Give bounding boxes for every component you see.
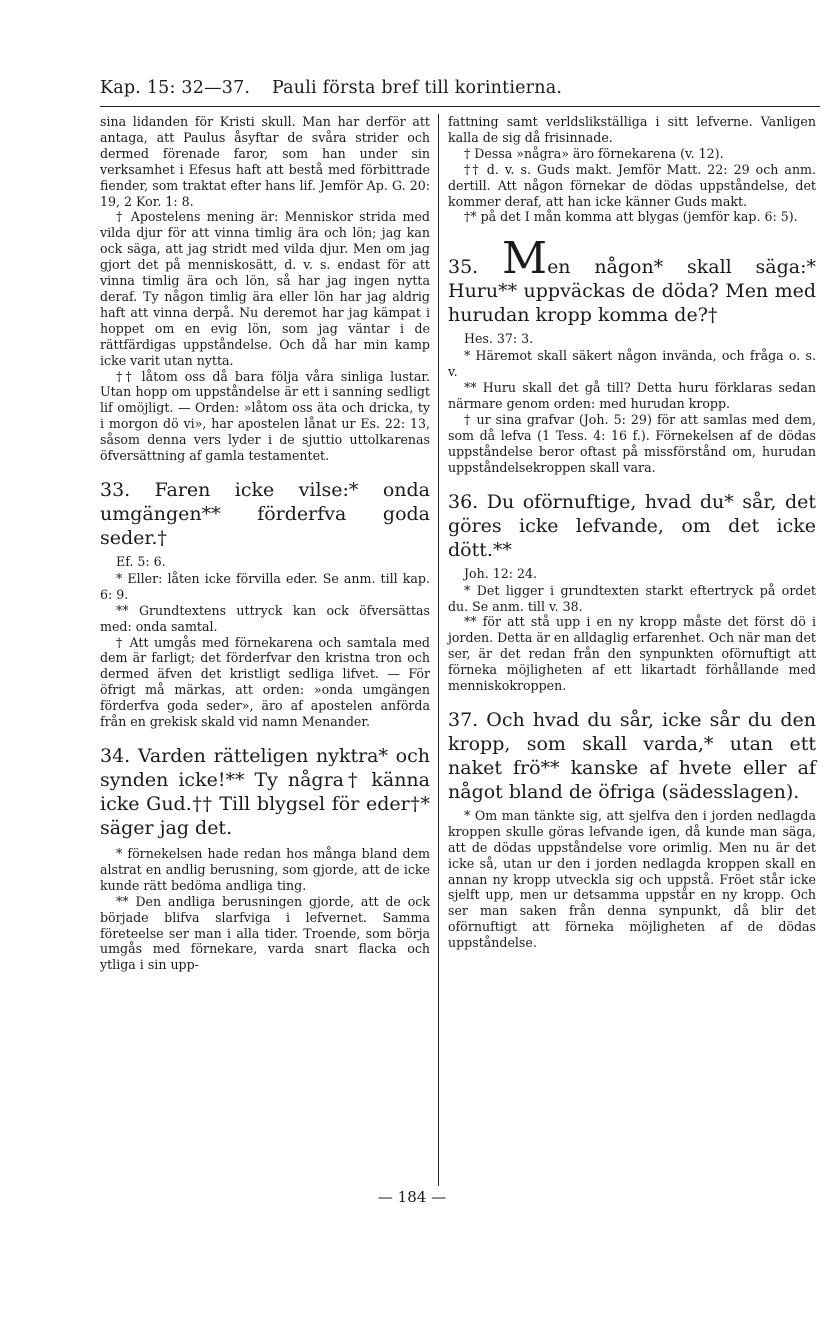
note-paragraph: †† låtom oss då bara följa våra sinliga lustar. Utan hopp om uppståndelse är ett i sanning sedligt lif omöjligt. — Orden: »låtom oss äta och dricka, ty i morgon dö vi», har apostelen lånat ur Es. 22: 13, såsom denna vers lyder i de sjuttio uttolkarenas öfversättning af gamla testamentet. [100,368,430,464]
note-paragraph: ** Grundtextens uttryck kan ock öfversättas med: onda samtal. [100,602,430,634]
note-paragraph: fattning samt verldslikställiga i sitt lefverne. Vanligen kalla de sig då frisinnade. [448,114,816,145]
note-paragraph: † ur sina grafvar (Joh. 5: 29) för att samlas med dem, som då lefva (1 Tess. 4: 16 f.). Förnekelsen af de dödas uppståndelse beror oftast på missförstånd om, hurudan uppståndelsekroppen skall vara. [448,411,816,475]
note-paragraph: * Eller: låten icke förvilla eder. Se anm. till kap. 6: 9. [100,570,430,602]
verse-text: en någon* skall säga:* Huru** uppväckas de döda? Men med hurudan kropp komma de?† [448,256,816,327]
verse-35 [448,233,816,327]
verse-number: 35. [448,256,479,279]
note-paragraph: ** Den andliga berusningen gjorde, att de ock började blifva slarfviga i lefvernet. Samma företeelse ser man i alla tider. Troende, som börja umgås med förnekare, varda snart flacka och ytliga i sin upp- [100,893,430,973]
verse-33: 33. Faren icke vilse:* onda umgängen** förderfva goda seder.† [100,478,430,549]
verse-37: 37. Och hvad du sår, icke sår du den kropp, som skall varda,* utan ett naket frö** kanske af hvete eller af något bland de öfriga (sädesslagen). [448,708,816,803]
right-column [448,114,816,951]
note-paragraph: * förnekelsen hade redan hos många bland dem alstrat en andlig berusning, som gjorde, att de icke kunde rätt bedöma andliga ting. [100,846,430,893]
verse-36: 36. Du oförnuftige, hvad du* sår, det göres icke lefvande, om det icke dött.** [448,490,816,561]
note-paragraph: * Det ligger i grundtexten starkt eftertryck på ordet du. Se anm. till v. 38. [448,582,816,614]
verse-34: 34. Varden rätteligen nyktra* och synden icke!** Ty några† känna icke Gud.†† Till blygsel för eder†* säger jag det. [100,745,430,839]
note-paragraph: † Att umgås med förnekarena och samtala med dem är farligt; det förderfvar den kristna tron och dermed äfven det kristligt sedliga lifvet. — För öfrigt må märkas, att orden: »onda umgängen förderfva goda seder», äro af apostelen anförda från en grekisk skald vid namn Menander. [100,634,430,730]
note-paragraph: ** Huru skall det gå till? Detta huru förklaras sedan närmare genom orden: med hurudan kropp. [448,380,816,412]
drop-initial: M [502,233,548,285]
page-number: — 184 — [377,1188,447,1206]
cross-reference: Ef. 5: 6. [116,553,166,569]
note-paragraph: * Om man tänkte sig, att sjelfva den i jorden nedlagda kroppen skulle göras lefvande igen, då kunde man säga, att de dödas uppståndelse vore orimlig. Men nu är det icke så, utan ur den i jorden nedlagda kroppen skall en annan ny kropp utveckla sig och uppstå. Fröet står icke sjelft upp, men ur detsamma uppstår en ny kropp. Och ser man saken från denna synpunkt, då blir det oförnuftigt att förneka möjligheten af de dödas uppståndelse. [448,807,816,951]
running-header [100,78,824,98]
note-paragraph: * Häremot skall säkert någon invända, och fråga o. s. v. [448,348,816,380]
note-paragraph: † Apostelens mening är: Menniskor strida med vilda djur för att vinna timlig ära och lön; jag kan ock säga, att jag stridt med vilda djur. Men om jag gjort det på menniskosätt, d. v. s. endast för att vinna timlig ära och lön, så har jag ingen nytta deraf. Ty någon timlig ära eller lön har jag aldrig haft att vinna derpå. Nu deremot har jag kämpat i hoppet om en evig lön, som jag väntar i de rättfärdigas uppståndelse. Och då har min kamp icke varit utan nytta. [100,209,430,368]
note-paragraph: †* på det I mån komma att blygas (jemför kap. 6: 5). [464,209,798,225]
cross-reference: Hes. 37: 3. [464,331,534,347]
note-paragraph: †† d. v. s. Guds makt. Jemför Matt. 22: 29 och anm. dertill. Att någon förnekar de dödas uppståndelse, det kommer deraf, att han icke känner Guds makt. [448,161,816,209]
note-paragraph: sina lidanden för Kristi skull. Man har derför att antaga, att Paulus åsyftar de svåra strider och dermed förenade faror, som han under sin verksamhet i Efesus haft att bestå med förbittrade fiender, som traktat efter hans lif. Jemför Ap. G. 20: 19, 2 Kor. 1: 8. [100,114,430,209]
note-paragraph: ** för att stå upp i en ny kropp måste det först dö i jorden. Detta är en alldaglig erfarenhet. Och när man det ser, är det redan från den synpunkten oförnuftigt att förneka möjligheten af ett likartadt förhållande med menniskokroppen. [448,614,816,694]
book-title: Pauli första bref till korintierna. [271,78,563,98]
column-divider [438,114,439,1186]
left-column [100,114,430,973]
cross-reference: Joh. 12: 24. [464,565,538,581]
note-paragraph: † Dessa »några» äro förnekarena (v. 12). [464,145,724,161]
chapter-reference: Kap. 15: 32—37. [100,78,251,98]
header-rule [100,106,820,107]
